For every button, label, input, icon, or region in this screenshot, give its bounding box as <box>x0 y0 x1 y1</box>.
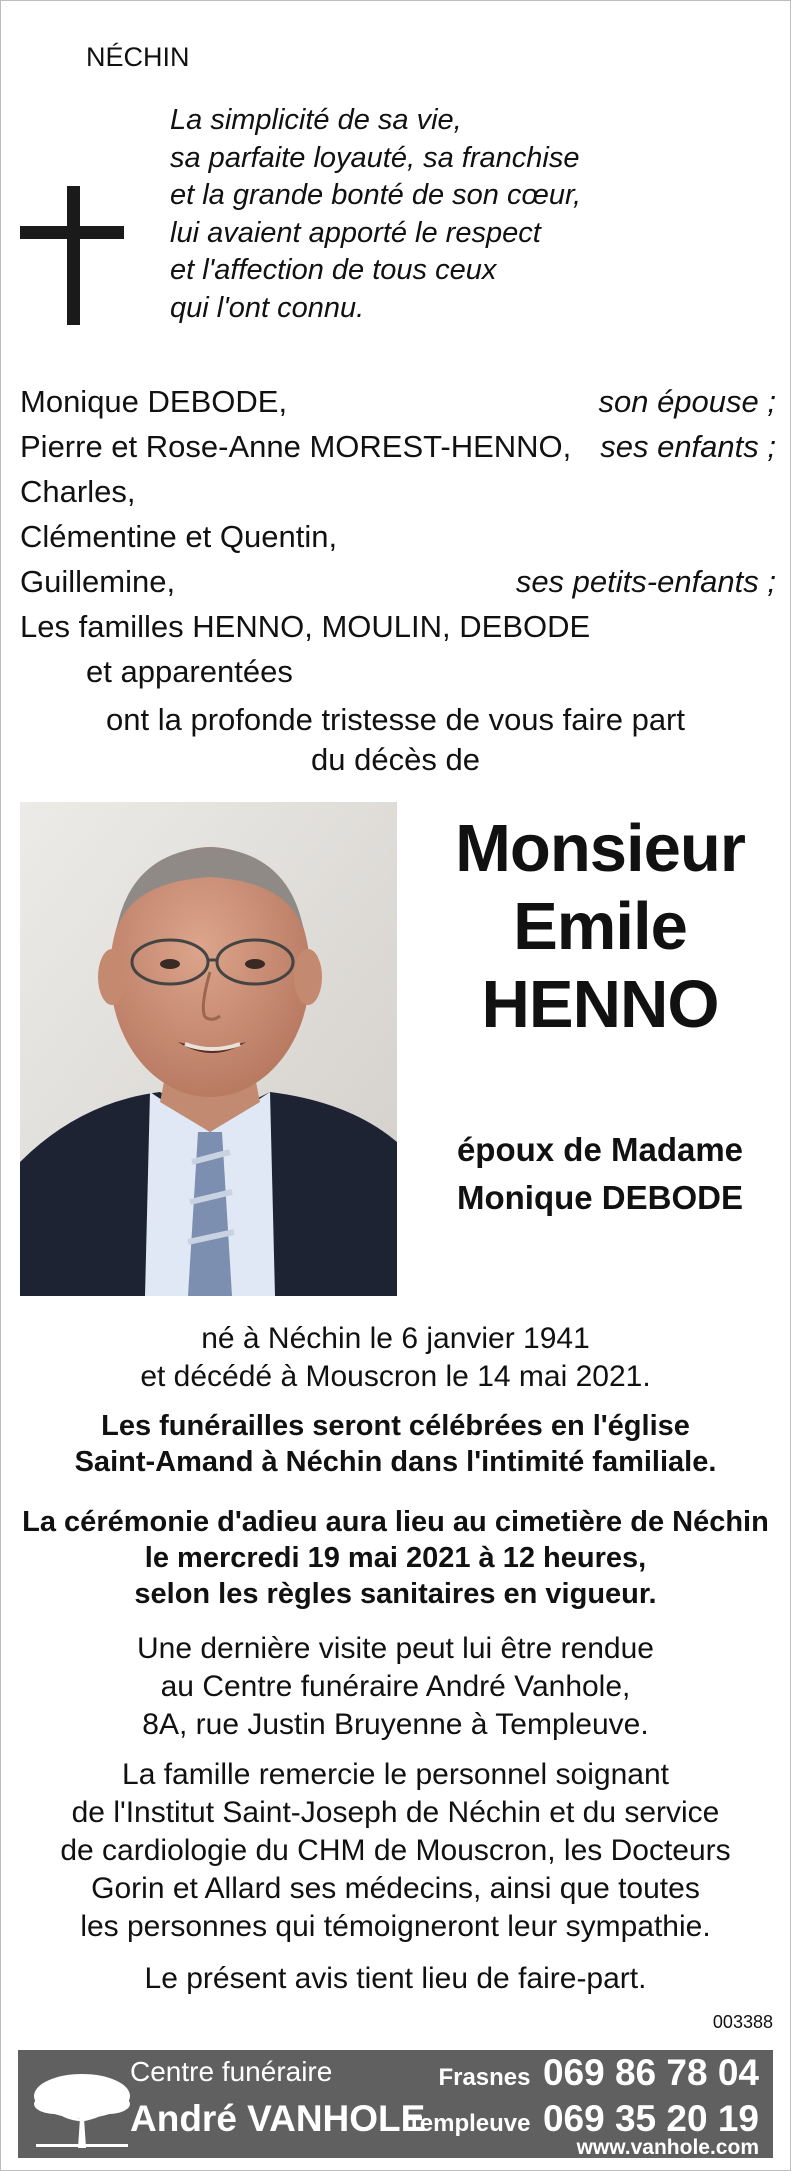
family-row <box>20 517 776 557</box>
deceased-name-block <box>430 810 770 1044</box>
intro-line: du décès de <box>311 742 480 777</box>
funeral-line: Les funérailles seront célébrées en l'église <box>101 1410 690 1442</box>
family-row <box>20 427 776 467</box>
funeral-home-banner <box>18 2050 773 2158</box>
family-name: Monique DEBODE, <box>20 384 288 419</box>
intro-line: ont la profonde tristesse de vous faire part <box>106 702 685 737</box>
reference-number: 003388 <box>712 2012 773 2032</box>
poem-line: qui l'ont connu. <box>170 291 365 324</box>
thanks-line: La famille remercie le personnel soignant <box>122 1758 669 1791</box>
phone-number: 069 86 78 04 <box>542 2052 759 2093</box>
deceased-title: Monsieur <box>455 811 745 886</box>
family-role: ses enfants ; <box>600 429 776 464</box>
poem <box>170 102 581 327</box>
poem-line: La simplicité de sa vie, <box>170 104 462 136</box>
town-name: NÉCHIN <box>86 42 190 72</box>
closing-note: Le présent avis tient lieu de faire-part. <box>144 1962 647 1995</box>
spouse-block <box>430 1126 770 1222</box>
visit-line: au Centre funéraire André Vanhole, <box>160 1670 631 1703</box>
thanks-line: les personnes qui témoigneront leur sympathie. <box>80 1910 711 1943</box>
family-name: et apparentées <box>86 654 293 689</box>
family-name: Guillemine, <box>20 564 176 599</box>
funeral-line: Saint-Amand à Néchin dans l'intimité familiale. <box>74 1446 717 1478</box>
ceremony-line: le mercredi 19 mai 2021 à 12 heures, <box>144 1542 647 1574</box>
family-name: Les familles HENNO, MOULIN, DEBODE <box>20 609 591 644</box>
funeral-home-name: André VANHOLE <box>130 2098 426 2139</box>
cross-icon-bar <box>20 226 124 239</box>
dates <box>0 1320 791 1396</box>
dates-line: et décédé à Mouscron le 14 mai 2021. <box>140 1360 651 1393</box>
spouse-line: époux de Madame <box>456 1131 744 1168</box>
intro <box>0 700 791 780</box>
family-row <box>20 562 776 602</box>
poem-line: et la grande bonté de son cœur, <box>170 179 582 211</box>
family-row <box>20 382 776 422</box>
deceased-last-name: HENNO <box>481 967 719 1042</box>
family-row <box>86 652 776 692</box>
family-row <box>20 607 776 647</box>
tree-icon <box>26 2060 136 2148</box>
ceremony-line: selon les règles sanitaires en vigueur. <box>134 1578 657 1610</box>
thanks-line: de l'Institut Saint-Joseph de Néchin et du service <box>71 1796 720 1829</box>
city-label: Frasnes <box>438 2064 531 2091</box>
poem-line: sa parfaite loyauté, sa franchise <box>170 141 580 174</box>
family-role: son épouse ; <box>598 384 776 419</box>
family-name: Clémentine et Quentin, <box>20 519 338 554</box>
city-label: Templeuve <box>406 2110 531 2137</box>
ceremony-line: La cérémonie d'adieu aura lieu au cimetière de Néchin <box>22 1506 769 1538</box>
funeral-home-label: Centre funéraire <box>130 2056 333 2087</box>
thanks <box>0 1756 791 1946</box>
dates-line: né à Néchin le 6 janvier 1941 <box>201 1322 590 1355</box>
funeral-info <box>0 1408 791 1480</box>
phone-number: 069 35 20 19 <box>542 2098 759 2139</box>
website-link[interactable]: www.vanhole.com <box>576 2136 759 2159</box>
thanks-line: de cardiologie du CHM de Mouscron, les Docteurs <box>60 1834 731 1867</box>
contact-templeuve <box>407 2098 759 2140</box>
portrait-illustration <box>20 802 397 1296</box>
cross-icon <box>67 186 80 325</box>
visit-line: 8A, rue Justin Bruyenne à Templeuve. <box>142 1708 649 1741</box>
contact-frasnes <box>438 2052 759 2094</box>
family-name: Pierre et Rose-Anne MOREST-HENNO, <box>20 429 572 464</box>
family-row <box>20 472 776 512</box>
family-role: ses petits-enfants ; <box>515 564 776 599</box>
deceased-first-name: Emile <box>513 889 687 964</box>
visit-line: Une dernière visite peut lui être rendue <box>137 1632 654 1665</box>
spouse-line: Monique DEBODE <box>457 1179 743 1216</box>
poem-line: et l'affection de tous ceux <box>170 254 497 286</box>
poem-line: lui avaient apporté le respect <box>170 216 541 249</box>
visit-info <box>0 1630 791 1744</box>
deceased-photo <box>20 802 397 1296</box>
family-name: Charles, <box>20 474 136 509</box>
thanks-line: Gorin et Allard ses médecins, ainsi que toutes <box>91 1872 700 1905</box>
ceremony-info <box>0 1504 791 1612</box>
